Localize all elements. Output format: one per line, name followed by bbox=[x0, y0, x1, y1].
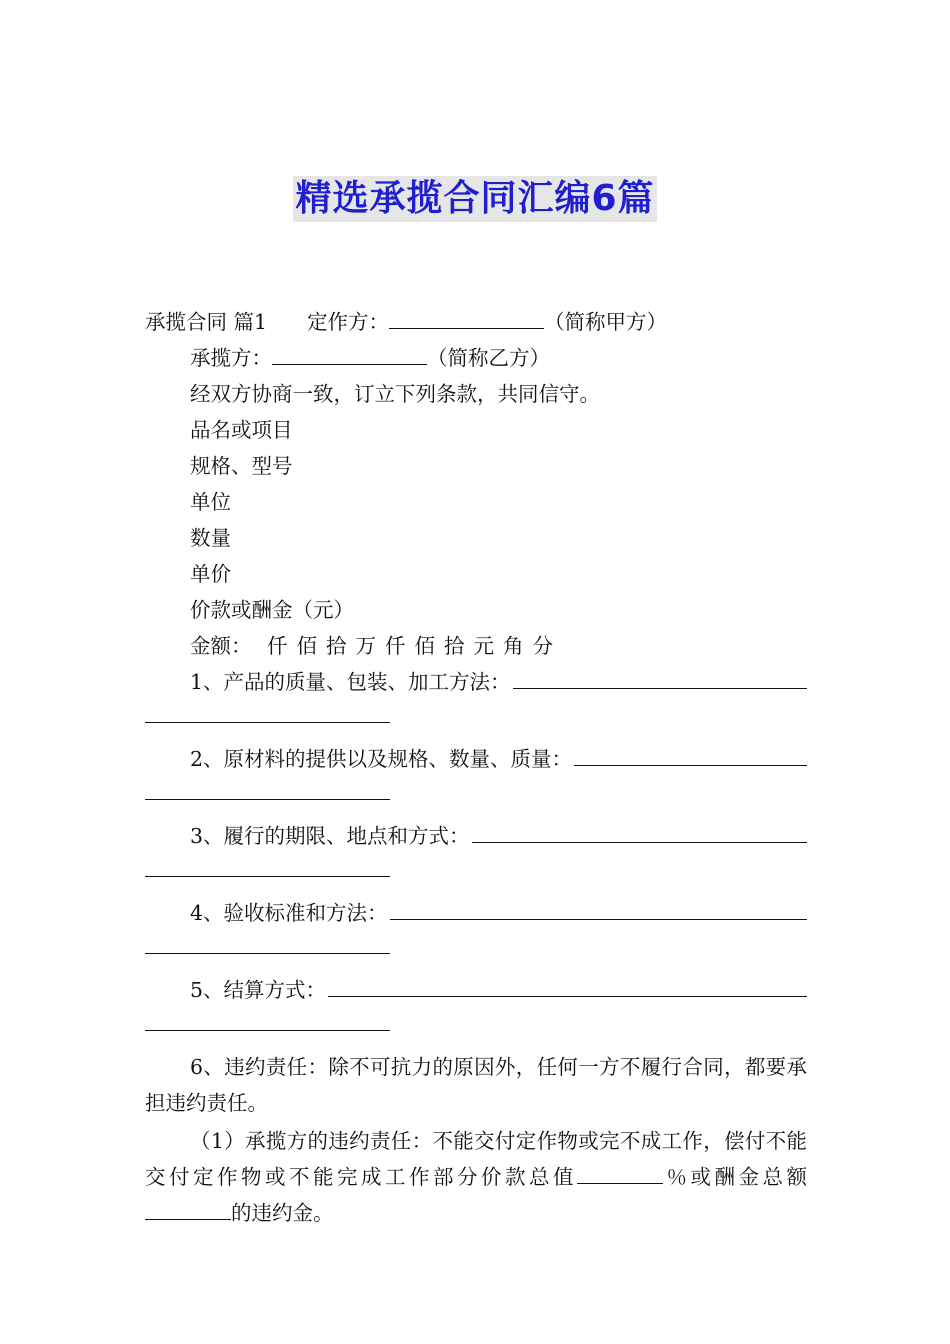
amount-unit: 角 bbox=[503, 634, 524, 658]
amount-unit: 拾 bbox=[444, 634, 465, 658]
clause-4-blank-continued[interactable] bbox=[145, 931, 390, 954]
party-a-label: 定作方： bbox=[307, 310, 390, 334]
field-unit: 单位 bbox=[190, 490, 231, 514]
clause-6-1-text-b: ％或酬金总额 bbox=[663, 1165, 807, 1189]
field-unit-price: 单价 bbox=[190, 562, 231, 586]
party-a-suffix: （简称甲方） bbox=[544, 310, 668, 334]
amount-unit: 拾 bbox=[326, 634, 347, 658]
clause-6-1 bbox=[145, 1123, 807, 1231]
clause-2 bbox=[145, 741, 807, 777]
clause-4 bbox=[145, 895, 807, 931]
clause-3 bbox=[145, 818, 807, 854]
amount-unit: 仟 bbox=[385, 634, 406, 658]
clause-6-1-text-a: （1）承揽方的违约责任：不能交付定作物或完不成工作，偿付不能交付定作物或不能完成工作部分价款总值 bbox=[145, 1129, 807, 1189]
clause-1 bbox=[145, 664, 807, 700]
clause-4-text: 4、验收标准和方法： bbox=[190, 901, 388, 925]
clause-3-blank[interactable] bbox=[472, 818, 807, 843]
fee-total-blank[interactable] bbox=[145, 1195, 231, 1220]
percent-blank[interactable] bbox=[577, 1159, 663, 1184]
party-b-label: 承揽方： bbox=[190, 346, 272, 370]
clause-2-text: 2、原材料的提供以及规格、数量、质量： bbox=[190, 747, 573, 771]
clause-2-blank[interactable] bbox=[574, 741, 807, 766]
party-b-blank[interactable] bbox=[272, 340, 427, 365]
party-a-blank[interactable] bbox=[389, 304, 544, 329]
clause-5-text: 5、结算方式： bbox=[190, 978, 327, 1002]
clause-5-blank[interactable] bbox=[328, 972, 807, 997]
document-body bbox=[145, 304, 807, 1231]
field-item-name: 品名或项目 bbox=[190, 418, 293, 442]
clause-2-blank-continued[interactable] bbox=[145, 777, 390, 800]
clause-6: 6、违约责任：除不可抗力的原因外，任何一方不履行合同，都要承担违约责任。 bbox=[145, 1055, 807, 1115]
party-b-line bbox=[145, 340, 807, 376]
amount-unit: 仟 bbox=[267, 634, 288, 658]
field-price-fee: 价款或酬金（元） bbox=[190, 598, 354, 622]
clause-1-text: 1、产品的质量、包装、加工方法： bbox=[190, 670, 511, 694]
clause-3-blank-continued[interactable] bbox=[145, 854, 390, 877]
amount-line bbox=[145, 628, 807, 664]
clause-5 bbox=[145, 972, 807, 1008]
amount-unit: 分 bbox=[532, 634, 554, 658]
clause-4-blank[interactable] bbox=[390, 895, 807, 920]
clause-6-1-text-c: 的违约金。 bbox=[231, 1201, 334, 1225]
clause-5-blank-continued[interactable] bbox=[145, 1008, 390, 1031]
amount-unit: 佰 bbox=[414, 634, 436, 658]
contract-heading-line bbox=[145, 304, 807, 340]
amount-unit: 佰 bbox=[296, 634, 318, 658]
party-b-suffix: （简称乙方） bbox=[427, 346, 550, 370]
amount-unit: 万 bbox=[355, 634, 377, 658]
amount-label: 金额： bbox=[190, 634, 252, 658]
contract-heading: 承揽合同 篇1 bbox=[145, 310, 268, 334]
clause-1-blank[interactable] bbox=[513, 664, 807, 689]
clause-3-text: 3、履行的期限、地点和方式： bbox=[190, 824, 470, 848]
clause-1-blank-continued[interactable] bbox=[145, 700, 390, 723]
field-quantity: 数量 bbox=[190, 526, 231, 550]
document-title-wrapper bbox=[0, 176, 950, 222]
intro-text: 经双方协商一致，订立下列条款，共同信守。 bbox=[190, 382, 600, 406]
amount-unit: 元 bbox=[473, 634, 495, 658]
field-spec-model: 规格、型号 bbox=[190, 454, 293, 478]
document-title: 精选承揽合同汇编6篇 bbox=[293, 176, 656, 222]
